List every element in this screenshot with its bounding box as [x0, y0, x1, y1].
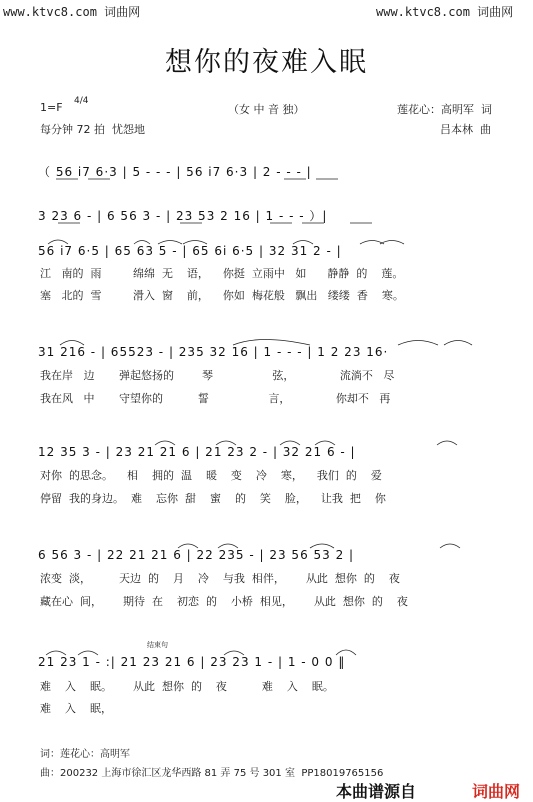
lyrics-row-7-verse-1: 难 入 眠。 从此 想你 的 夜 难 入 眠。	[40, 680, 334, 693]
slur-11	[444, 341, 472, 346]
slur-20	[440, 544, 460, 548]
score-row-2: 3 23 6 - | 6 56 3 - | 23 53 2 16 | 1 - - - ）|	[38, 209, 328, 223]
slur-16	[437, 441, 457, 445]
footer-lyricist: 词：莲花心：高明军	[40, 749, 130, 760]
ending-marker: 结束句	[147, 641, 168, 649]
lyricist-credit: 莲花心：高明军 词	[397, 103, 492, 116]
key-signature: 1=F	[40, 101, 63, 114]
slur-6	[360, 241, 384, 245]
lyrics-row-5-verse-1: 对你 的思念。 相 拥的 温 暖 变 冷 寒， 我们 的 爱	[40, 469, 382, 482]
score-row-6: 6 56 3 - | 22 21 21 6 | 22 235 - | 23 56 53 2 |	[38, 548, 355, 562]
tempo-marking: 每分钟 72 拍 忧怨地	[40, 123, 145, 136]
score-row-3: 56 i7 6·5 | 65 63 5 - | 65 6i 6·5 | 32 31 2 - |	[38, 244, 342, 258]
brand-source-text: 本曲谱源自	[336, 782, 417, 801]
score-row-1: （ 56 i7 6·3 | 5 - - - | 56 i7 6·3 | 2 - - - |	[38, 165, 312, 179]
score-row-4: 31 216 - | 65523 - | 235 32 16 | 1 - - - | 1 2 23 16·	[38, 345, 389, 359]
time-signature	[74, 97, 88, 106]
slur-10	[398, 341, 438, 346]
lyrics-row-3-verse-2: 塞 北的 雪 滑入 窗 前， 你如 梅花般 飘出 缕缕 香 寒。	[40, 289, 404, 302]
song-title: 想你的夜难入眠	[165, 47, 368, 78]
lyrics-row-6-verse-1: 浓变 淡， 天边 的 月 冷 与我 相伴， 从此 想你 的 夜	[40, 572, 400, 585]
performance-type: （女 中 音 独）	[228, 103, 305, 116]
score-row-7: 21 23 1 - :| 21 23 21 6 | 23 23 1 - | 1 - 0 0 ‖	[38, 655, 346, 669]
lyrics-row-7-verse-2: 难 入 眠，	[40, 702, 112, 715]
lyrics-row-5-verse-2: 停留 我的身边。 难 忘你 甜 蜜 的 笑 脸， 让我 把 你	[40, 492, 386, 505]
time-signature-text: 4/4	[74, 96, 89, 106]
lyrics-row-4-verse-2: 我在风 中 守望你的 誓 言， 你却不 再	[40, 392, 391, 405]
lyrics-row-4-verse-1: 我在岸 边 弹起悠扬的 琴 弦， 流淌不 尽	[40, 369, 395, 382]
lyrics-row-6-verse-2: 藏在心 间， 期待 在 初恋 的 小桥 相见， 从此 想你 的 夜	[40, 595, 408, 608]
footer-composer: 曲：200232 上海市徐汇区龙华西路 81 弄 75 号 301 室 PP18019765156	[40, 768, 384, 779]
watermark-right: www.ktvc8.com 词曲网	[376, 5, 514, 19]
slur-7	[380, 241, 404, 245]
watermark-left: www.ktvc8.com 词曲网	[3, 5, 141, 19]
lyrics-row-3-verse-1: 江 南的 雨 绵绵 无 语， 你挺 立雨中 如 静静 的 莲。	[40, 267, 404, 280]
brand-logo[interactable]: 词曲网	[472, 782, 521, 801]
score-row-5: 12 35 3 - | 23 21 21 6 | 21 23 2 - | 32 21 6 - |	[38, 445, 356, 459]
composer-credit: 吕本林 曲	[440, 123, 491, 136]
